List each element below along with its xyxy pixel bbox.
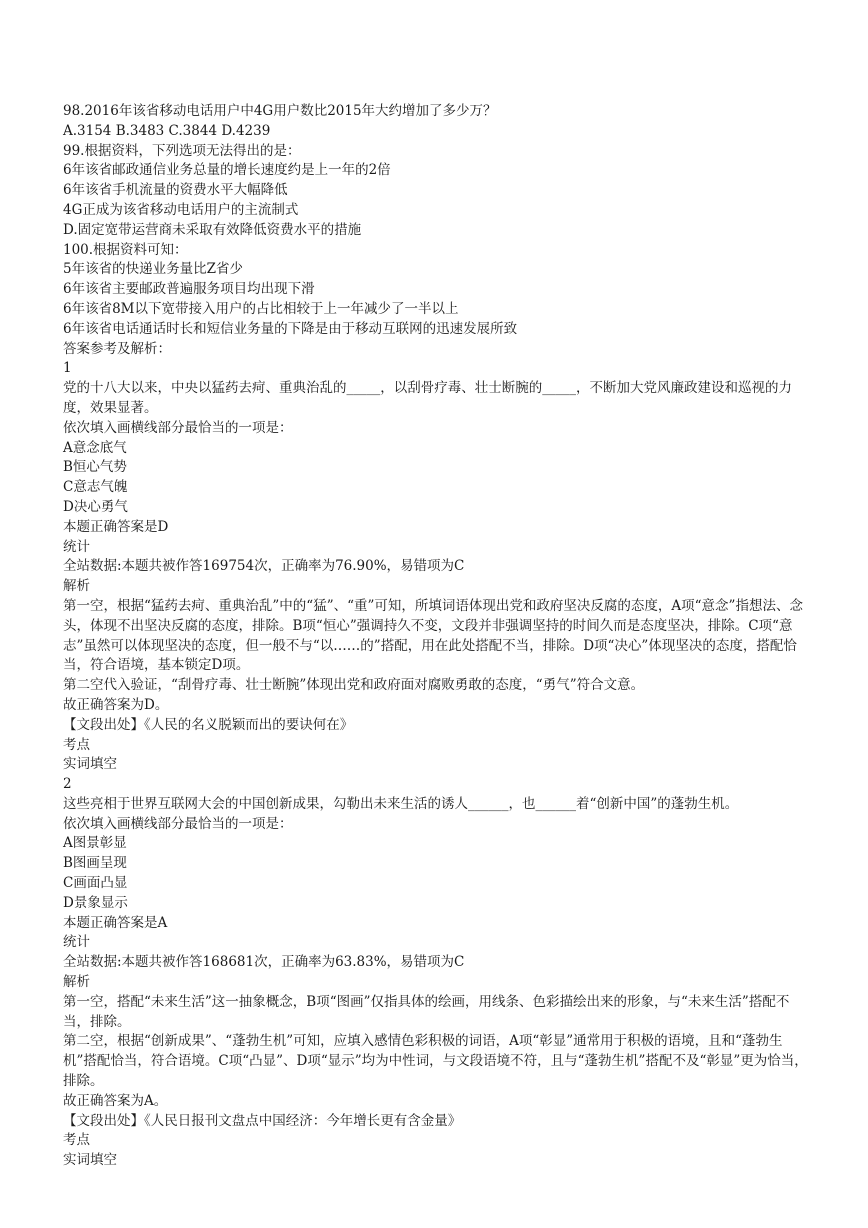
item1-option-c: C意志气魄 [63, 479, 128, 496]
item1-option-a: A意念底气 [63, 439, 127, 456]
analysis-heading: 解析 [63, 974, 90, 991]
document-page [63, 102, 808, 1171]
q99-question: 99.根据资料，下列选项无法得出的是： [63, 142, 301, 159]
q98-options: A.3154 B.3483 C.3844 D.4239 [63, 122, 271, 139]
item1-source: 【文段出处】《人民的名义脱颖而出的要诀何在》 [63, 716, 354, 733]
item1-conclusion: 故正确答案为D。 [63, 696, 169, 713]
q100-option-c: 6年该省8M以下宽带接入用户的占比相较于上一年减少了一半以上 [63, 300, 459, 317]
item1-stats: 全站数据:本题共被作答169754次，正确率为76.90%，易错项为C [63, 558, 465, 575]
q99-option-c: 4G正成为该省移动电话用户的主流制式 [63, 201, 299, 218]
item2-conclusion: 故正确答案为A。 [63, 1092, 168, 1109]
item2-analysis-1: 第一空，搭配“未来生活”这一抽象概念，B项“图画”仅指具体的绘画，用线条、色彩描绘出来的形象，与“未来生活”搭配不当，排除。 [63, 993, 790, 1030]
analysis-heading: 解析 [63, 578, 90, 595]
item2-instruction: 依次填入画横线部分最恰当的一项是： [63, 815, 293, 832]
answers-heading: 答案参考及解析： [63, 340, 171, 357]
item1-instruction: 依次填入画横线部分最恰当的一项是： [63, 419, 293, 436]
q100-option-d: 6年该省电话通话时长和短信业务量的下降是由于移动互联网的迅速发展所致 [63, 320, 518, 337]
q99-option-d: D.固定宽带运营商未采取有效降低资费水平的措施 [63, 221, 362, 238]
item1-option-d: D决心勇气 [63, 498, 128, 515]
item2-stats: 全站数据:本题共被作答168681次，正确率为63.83%，易错项为C [63, 954, 465, 971]
stats-heading: 统计 [63, 934, 90, 951]
topic-heading: 考点 [63, 1132, 90, 1149]
q99-option-b: 6年该省手机流量的资费水平大幅降低 [63, 182, 288, 199]
q100-option-a: 5年该省的快递业务量比Z省少 [63, 261, 243, 278]
item1-answer: 本题正确答案是D [63, 518, 169, 535]
q98-question: 98.2016年该省移动电话用户中4G用户数比2015年大约增加了多少万？ [63, 103, 497, 119]
item1-analysis-1: 第一空，根据“猛药去疴、重典治乱”中的“猛”、“重”可知，所填词语体现出党和政府坚决反腐的态度，A项“意念”指想法、念头，体现不出坚决反腐的态度，排除。B项“恒心”强调持久不变，文段并非强调坚持的时间久而是态度坚决，排除。C项“意志”虽然可以体现坚决的态度，但一般不与“以……的”搭配，用在此处搭配不当，排除。D项“决心”体现坚决的态度，搭配恰当，符合语境，基本锁定D项。 [63, 597, 803, 674]
item1-stem: 党的十八大以来，中央以猛药去疴、重典治乱的_____，以刮骨疗毒、壮士断腕的_____，不断加大党风廉政建设和巡视的力度，效果显著。 [63, 380, 792, 416]
item-number: 1 [63, 360, 72, 377]
item2-topic: 实词填空 [63, 1152, 117, 1169]
item2-option-d: D景象显示 [63, 894, 128, 911]
item2-analysis-2: 第二空，根据“创新成果”、“蓬勃生机”可知，应填入感情色彩积极的词语，A项“彰显”通常用于积极的语境，且和“蓬勃生机”搭配恰当，符合语境。C项“凸显”、D项“显示”均为中性词，与文段语境不符，且与“蓬勃生机”搭配不及“彰显”更为恰当，排除。 [63, 1033, 808, 1090]
item-number: 2 [63, 776, 72, 793]
item2-option-c: C画面凸显 [63, 875, 128, 892]
q100-question: 100.根据资料可知： [63, 241, 188, 258]
item2-stem: 这些亮相于世界互联网大会的中国创新成果，勾勒出未来生活的诱人______，也______着“创新中国”的蓬勃生机。 [63, 795, 739, 812]
item2-option-b: B图画呈现 [63, 855, 127, 872]
item1-analysis-2: 第二空代入验证，“刮骨疗毒、壮士断腕”体现出党和政府面对腐败勇敢的态度，“勇气”符合文意。 [63, 677, 645, 694]
q100-option-b: 6年该省主要邮政普遍服务项目均出现下滑 [63, 281, 315, 298]
item2-answer: 本题正确答案是A [63, 914, 168, 931]
item2-source: 【文段出处】《人民日报刊文盘点中国经济：今年增长更有含金量》 [63, 1112, 462, 1129]
item1-topic: 实词填空 [63, 756, 117, 773]
item1-option-b: B恒心气势 [63, 459, 127, 476]
topic-heading: 考点 [63, 736, 90, 753]
item2-option-a: A图景彰显 [63, 835, 127, 852]
q99-option-a: 6年该省邮政通信业务总量的增长速度约是上一年的2倍 [63, 162, 391, 179]
stats-heading: 统计 [63, 538, 90, 555]
